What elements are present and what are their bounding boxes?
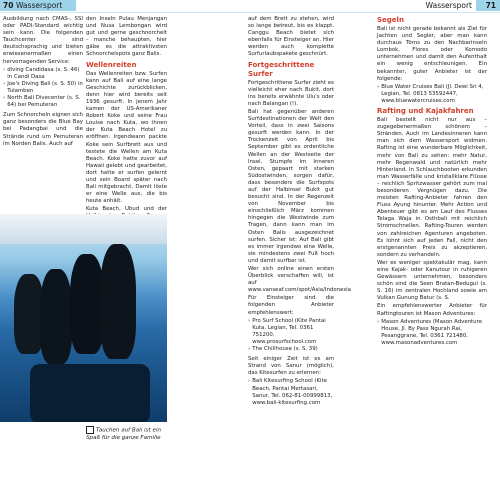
bullet-arrow-icon: › [377, 83, 380, 90]
diver-figure [100, 244, 136, 359]
left-page-number: 70 [3, 1, 14, 10]
col4-paragraph: Bali ist nicht gerade bekannt als Ziel für Jachten und Segler, aber man kann durchaus Törns zu den Nachbarinseln Lombok, Flores oder Komodo unternehmen und damit den Aufenthalt ein wenig entschleunigen. Ein bekannter, guter Anbieter ist der folgende: [377, 26, 487, 82]
bullet-arrow-icon: › [377, 318, 380, 325]
header-rule [0, 12, 500, 13]
list-item: › Mason Adventures (Mason Adventure House, Jl. By Pass Ngurah Rai, Pesanggrane, Tel. 0361 721480, www.masonadventures.com [377, 318, 483, 346]
right-page-number: 71 [485, 1, 496, 10]
column-1 [3, 16, 83, 149]
col3-paragraph: Seit einiger Zeit ist es am Strand von Sanur (möglich), das Kitesurfen zu erlernen: [248, 356, 334, 377]
col3-paragraph: Wer sich online einen ersten Überblick verschaffen will, ist auf www.vanseaf.com/spot/Asia/Indonesia [248, 266, 351, 294]
bullet-arrow-icon: › [248, 346, 251, 353]
bullet-arrow-icon: › [3, 66, 6, 73]
section-heading: Fortgeschrittene Surfer [248, 60, 315, 78]
section-heading: Wellenreiten [86, 60, 137, 69]
diver-figure [40, 269, 72, 364]
dive-gear [30, 364, 150, 422]
list-item: › diving Candidasa (s. S. 46) in Candi Dasa [3, 66, 80, 80]
col3-paragraph: Fortgeschrittene Surfer zieht es vielleicht eher nach Bukit, dort ins bereits erwähnte Ulu's oder nach Balangan (!). [248, 79, 334, 107]
list-item: › North Bali Divecenter (s. S. 64) bei Pemuteran [3, 95, 81, 109]
bullet-arrow-icon: › [3, 95, 6, 102]
section-heading: Rafting und Kajakfahren [377, 107, 474, 116]
col3-paragraph: Für Einsteiger sind die folgenden Anbieter empfehlenswert: [248, 295, 334, 316]
column-4 [377, 16, 487, 347]
list-item: › Pro Surf School (Kite Pantai Kuta, Legian, Tel. 0361 751200, www.prosurfschool.com [248, 317, 326, 345]
list-item: › The Chillhouse (s. S. 39) [248, 346, 318, 353]
col4-paragraph: Ein empfehlenswerter Anbieter für Raftingtouren ist Mason Adventures: [377, 303, 487, 317]
boat-deck [0, 214, 167, 244]
col4-paragraph: Wer es weniger spektakulär mag, kann eine Kajak- oder Kanutour in ruhigeren Gewässern unternehmen, besonders schön sind die Seen Bratan-Bedugul (s. S. 16) im zentralen Hochland sowie am Vulkan Gunung Batur (s. S. [377, 259, 487, 302]
right-section-title: Wassersport [425, 1, 472, 10]
divers-photo [0, 214, 167, 422]
col2-paragraph: den Inseln Pulau Menjangan und Nusa Lembongan wird gut und gerne geschnorchelt – manche behaupten, hier gäbe es die attraktivsten Schnorchelspots ganz Balis. [86, 16, 167, 58]
col3-paragraph: Bali hat gegenüber anderen Surfdestinationen der Welt den Vorteil, dass in zwei Saisons gesurft werden kann. In der Trockenzeit von April bis September gibt es ordentliche Wellen an der Westseite der Insel. Stumpfe im Inneren Osten, gepaart mit starken Südostwinden, sorgen dafür, dass besonders die Surfspots auf der Halbinsel Bukit gut besucht sind. In der Regenzeit von November bis einschließlich März kommen hingegen die Westwinde zum Tragen, dann kann man im Osten Balis ausgezeichnet surfen. Sicher ist: Auf Bali gibt es immer irgendwo eine Welle, sie mindestens zwei Fuß hoch und damit surfbar ist. [248, 108, 334, 264]
list-item: › Bali Kitesurfing School (Kite Beach, Pantai Mertasari, Sanur, Tel. 062-81-00999813, www.bali-kitesurfing.com [248, 378, 333, 406]
col3-paragraph: auf dem Brett zu stehen, wird so lange betreut, bis es klappt. Canggu Beach bietet sich ebenfalls für Einsteiger an. Hier werden auch komplette Surfurlaubspakete geschnürt. [248, 16, 334, 58]
diver-figure [70, 254, 104, 354]
col2-paragraph: Kuta Beach, Ubud und der [86, 206, 167, 213]
list-item: › Joe's Diving Bali (s. S. 50) in Tulamben [3, 80, 83, 94]
photo-caption-icon [86, 426, 94, 434]
bullet-arrow-icon: › [248, 378, 251, 385]
section-heading: Segeln [377, 16, 404, 24]
col1-paragraph: Ausbildung nach CMAS-, SSI oder PADI-Standard wichtig sein kann. Die folgenden Tauchcenter sind deutschsprachig und bieten erwiesenermaßen einen hervorragenden Service: [3, 16, 83, 65]
column-3 [248, 16, 351, 407]
bullet-arrow-icon: › [3, 80, 6, 87]
left-section-title: Wassersport [16, 1, 63, 10]
list-item: › Blue Water Cruises Bali (Jl. Dewi Sri 4, Legian, Tel. 0813 53592447, www.bluewatercruises.com [377, 83, 484, 104]
photo-caption: Tauchen auf Bali ist ein Spaß für die ganze Familie [86, 427, 162, 441]
col2-paragraph: Das Wellenreiten bzw. Surfen kann auf Bali auf eine lange Geschichte zurückblicken, denn hier wird bereits seit 1936 gesurft. In jenem Jahr kamen der US-Amerikaner Robert Koke und seine Frau Louise nach Kuta, wo ihnen der Kuta Beach Hotel zu eröffnen. Irgendwann packte Koke sein Surfbrett aus und testete die Wellen am Kuta Beach. Koke hatte zuvor auf Hawaii gelebt und gearbeitet, dort hatte er surfen gelernt und sein Board später nach Bali mitgebracht. Damit löste er eine Welle aus, die bis heute anhält. [86, 70, 167, 205]
bullet-arrow-icon: › [248, 317, 251, 324]
col1-paragraph: Zum Schnorcheln eignen sich ganz besonders die Blue Bay bei Padangbai und die Strände rund um Pemuteran im Norden Balis. Auch auf [3, 112, 83, 147]
col4-paragraph: Bali bestellt nicht nur aus – zugegebenermaßen schönem – Stränden. Auch im Landesinneren kann man sich dem Wassersport widmen. Rafting ist eine wunderbare Möglichkeit, mehr von Bali zu sehen: mehr Natur, mehr Regenwald und natürlich mehr Hinterland. In Schlauchbooten erkunden man Wasserfälle und kristallklare Flüsse – reichlich Spritzwasser gehört zum mal besonderen Vergnügen dazu. Die meisten Rafting-Anbieter fahren den Fluss Ayung hinunter. Mehr Action und Abenteuer gibt es am Lauf des Flusses Telaga Waja in Osthbali mit reichlich Stromschnellen. Rafting-Touren werden von zahlreichen Agenturen angeboten. Es lohnt sich auf jeden Fall, nicht den erstgenannten Preis zu akzeptieren, sondern zu verhandeln. [377, 117, 487, 258]
